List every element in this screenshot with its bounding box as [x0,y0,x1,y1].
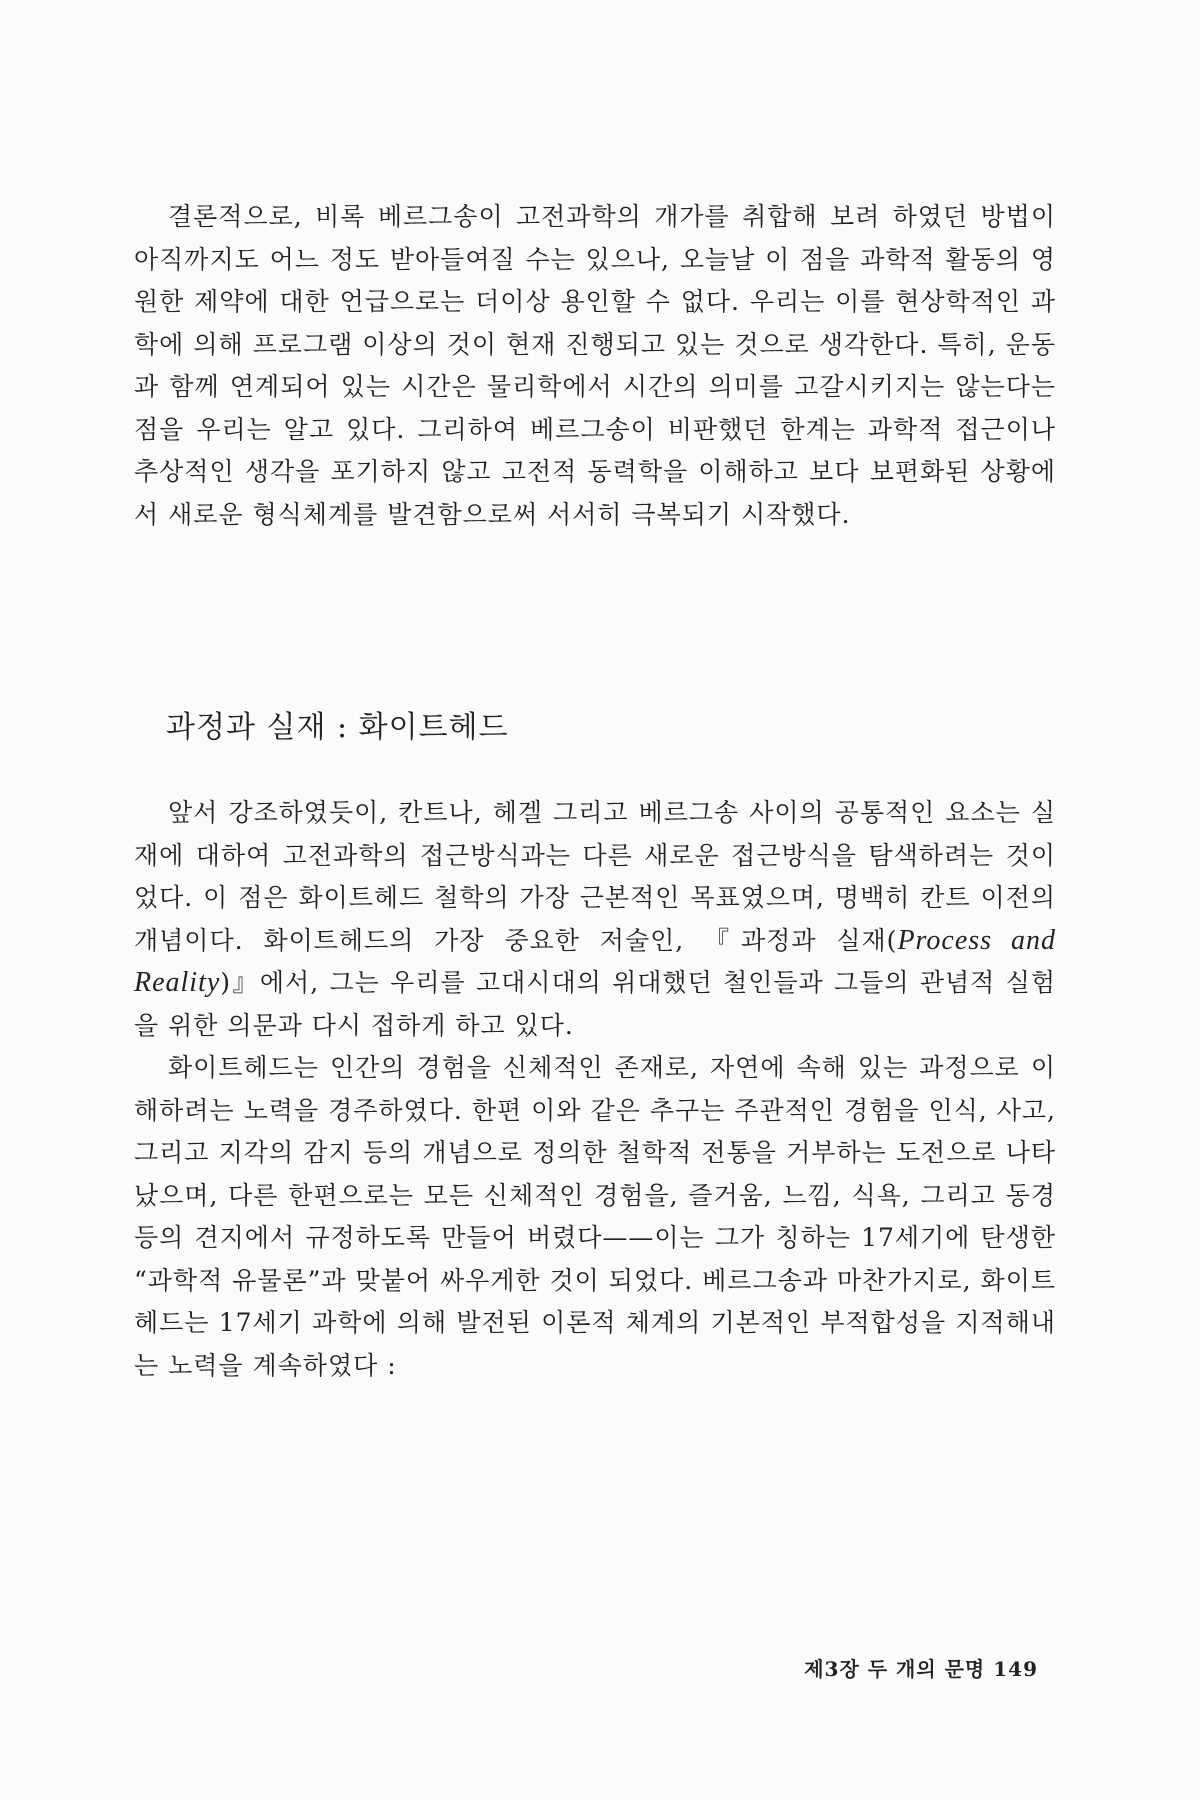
paragraph: 결론적으로, 비록 베르그송이 고전과학의 개가를 취합해 보려 하였던 방법이 아직까지도 어느 정도 받아들여질 수는 있으나, 오늘날 이 점을 과학적 활동의 영원한 제약에 대한 언급으로는 더이상 용인할 수 없다. 우리는 이를 현상학적인 과학에 의해 프로그램 이상의 것이 현재 진행되고 있는 것으로 생각한다. 특히, 운동과 함께 연계되어 있는 시간은 물리학에서 시간의 의미를 고갈시키지는 않는다는 점을 우리는 알고 있다. 그리하여 베르그송이 비판했던 한계는 과학적 접근이나 추상적인 생각을 포기하지 않고 고전적 동력학을 이해하고 보다 보편화된 상황에서 새로운 형식체계를 발견함으로써 서서히 극복되기 시작했다. [134,202,1056,529]
paragraph [134,792,1056,1047]
chapter-title: 제3장 두 개의 문명 [804,1657,986,1681]
page-number: 149 [993,1657,1038,1681]
section-heading: 과정과 실재 : 화이트헤드 [166,710,509,745]
paragraph: 화이트헤드는 인간의 경험을 신체적인 존재로, 자연에 속해 있는 과정으로 이해하려는 노력을 경주하였다. 한편 이와 같은 추구는 주관적인 경험을 인식, 사고, 그리고 지각의 감지 등의 개념으로 정의한 철학적 전통을 거부하는 도전으로 나타났으며, 다른 한편으로는 모든 신체적인 경험을, 즐거움, 느낌, 식욕, 그리고 동경 등의 견지에서 규정하도록 만들어 버렸다——이는 그가 칭하는 17세기에 탄생한 “과학적 유물론”과 맞붙어 싸우게한 것이 되었다. 베르그송과 마찬가지로, 화이트헤드는 17세기 과학에 의해 발전된 이론적 체계의 기본적인 부적합성을 지적해내는 노력을 계속하였다 : [134,1053,1056,1380]
paragraph-text-end: )』에서, 그는 우리를 고대시대의 위대했던 철인들과 그들의 관념적 실험을 위한 의문과 다시 접하게 하고 있다. [134,968,1056,1040]
book-title-english: Process and Reality [134,924,1057,998]
section-1-text [134,196,1056,536]
section-2-text [134,792,1056,1387]
paragraph-text-start: 앞서 강조하였듯이, 칸트나, 헤겔 그리고 베르그송 사이의 공통적인 요소는 실재에 대하여 고전과학의 접근방식과는 다른 새로운 접근방식을 탐색하려는 것이었다. 이 점은 화이트헤드 철학의 가장 근본적인 목표였으며, 명백히 칸트 이전의 개념이다. 화이트헤드의 가장 중요한 저술인, 『과정과 실재( [134,798,1056,955]
page-footer [804,1653,1038,1682]
